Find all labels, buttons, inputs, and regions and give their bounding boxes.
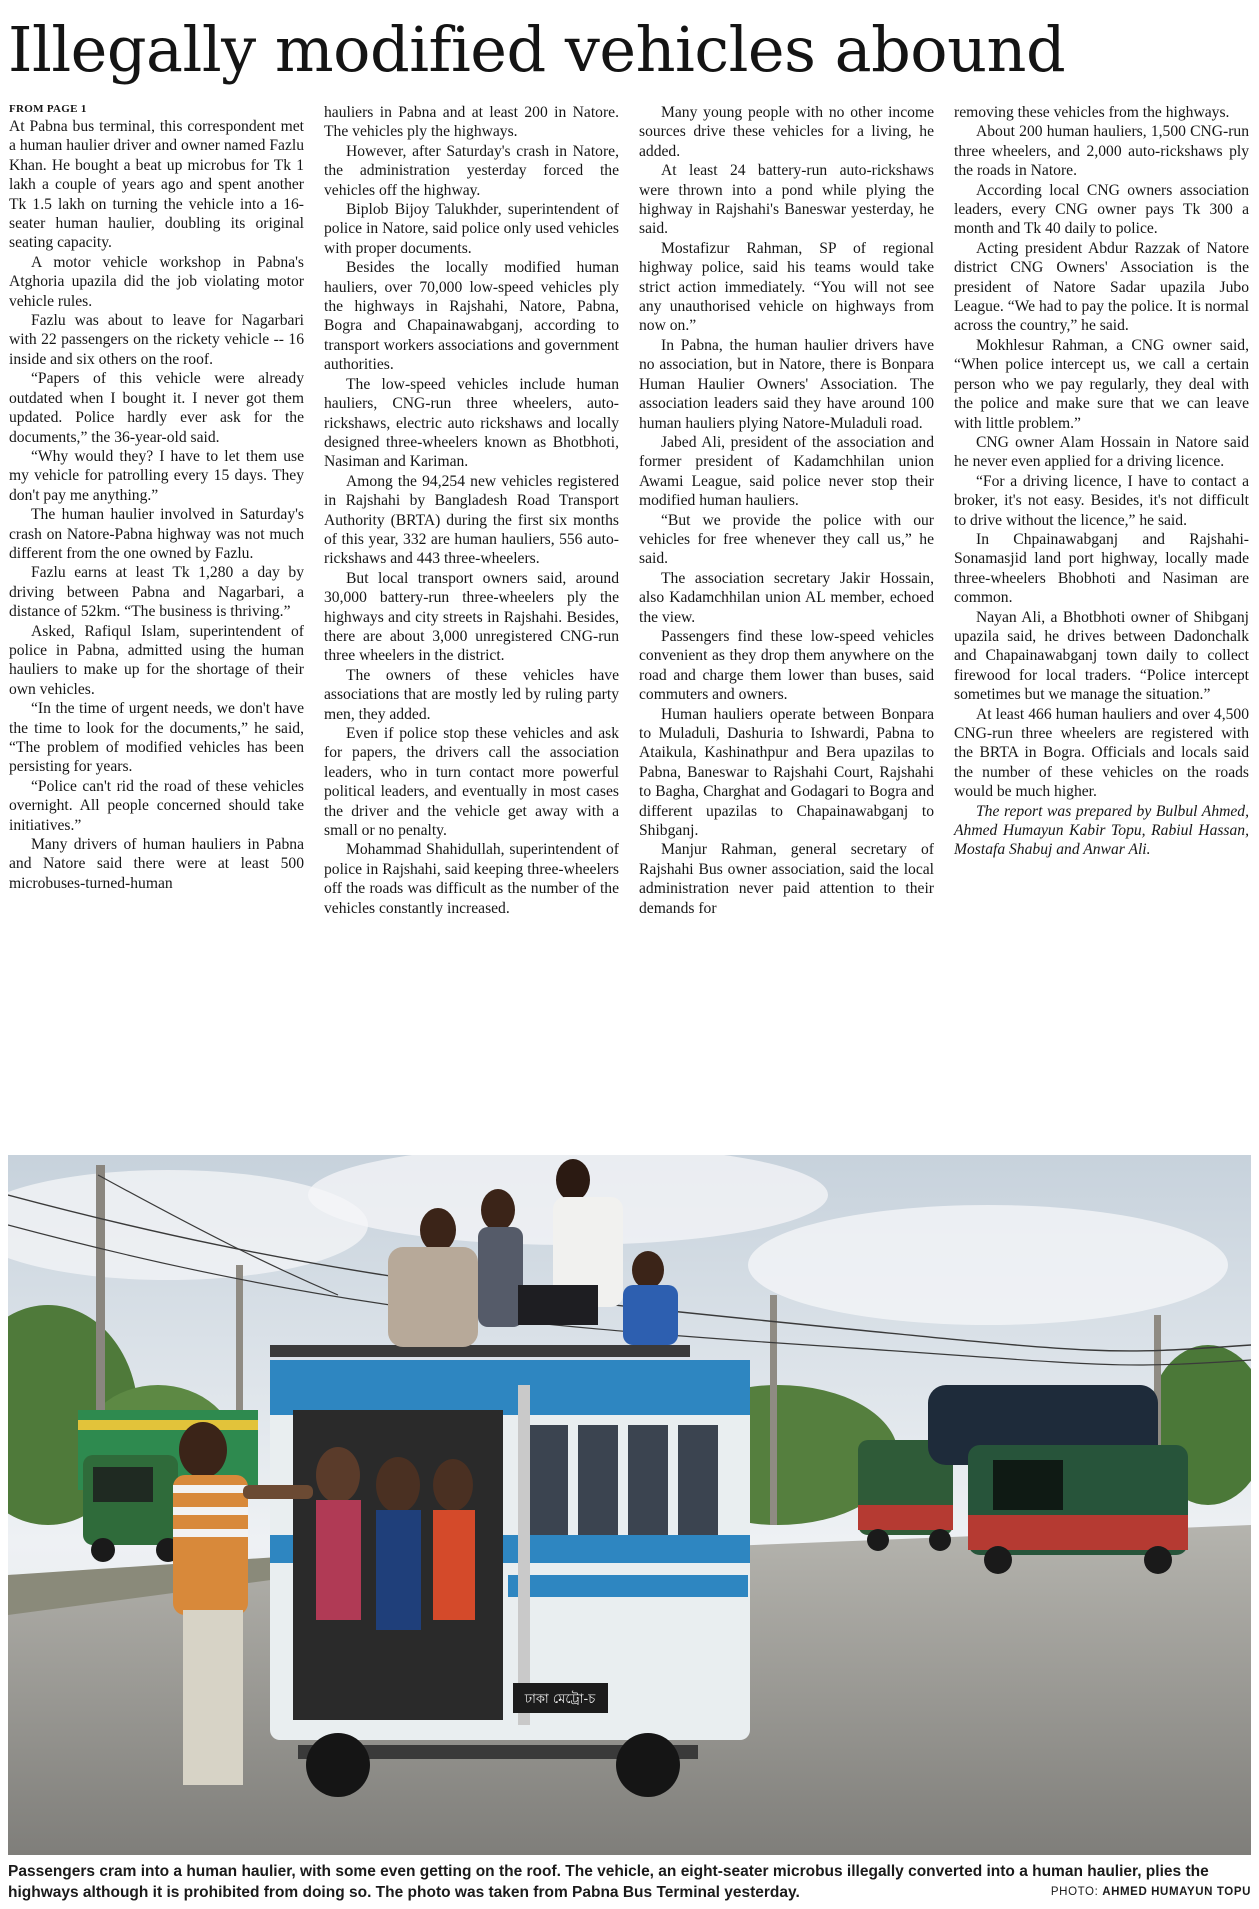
paragraph: Many young people with no other income sources drive these vehicles for a living, he added. <box>639 104 934 160</box>
bus-window <box>528 1425 568 1535</box>
paragraph: Fazlu was about to leave for Nagarbari with 22 passengers on the rickety vehicle -- 16 inside and six others on the roof. <box>9 312 304 368</box>
article-column-2 <box>324 103 619 1138</box>
paragraph: Human hauliers operate between Bonpara to Muladuli, Dashuria to Ishwardi, Pabna to Ataikula, Kashinathpur and Bera upazilas to Pabna, Baneswar to Rajshahi Court, Rajshahi to Bagha, Charghat and Godagari to Bogra and different upazilas to Chapainawabganj to Shibganj. <box>639 705 934 840</box>
bus-roof-rail <box>270 1345 690 1357</box>
paragraph: “Police can't rid the road of these vehicles overnight. All people concerned should take initiatives.” <box>9 777 304 834</box>
photo-credit <box>1051 1882 1251 1903</box>
cng-right-2 <box>968 1445 1188 1574</box>
paragraph: The human haulier involved in Saturday's crash on Natore-Pabna highway was not much different from the one owned by Fazlu. <box>9 506 304 562</box>
paragraph: Mokhlesur Rahman, a CNG owner said, “When police intercept us, we call a certain person who we pay regularly, they deal with the police and make sure that we can leave with little problem.” <box>954 336 1249 432</box>
bus-wheel <box>616 1733 680 1797</box>
paragraph: The association secretary Jakir Hossain, also Kadamchhilan union AL member, echoed the view. <box>639 569 934 626</box>
paragraph: Fazlu earns at least Tk 1,280 a day by driving between Pabna and Nagarbari, a distance of 52km. “The business is thriving.” <box>9 564 304 621</box>
utility-pole <box>770 1295 777 1525</box>
bus-window <box>628 1425 668 1535</box>
paragraph: “In the time of urgent needs, we don't have the time to look for the documents,” he said, “The problem of modified vehicles has been persisting for years. <box>9 700 304 776</box>
bus-window <box>678 1425 718 1535</box>
paragraph: Besides the locally modified human hauliers, over 70,000 low-speed vehicles ply the highways in Rajshahi, Natore, Pabna, Bogra and Chapainawabganj, according to transport workers associations and government authorities. <box>324 259 619 374</box>
photo-illustration <box>8 1155 1251 1855</box>
paragraph: At Pabna bus terminal, this correspondent met a human haulier driver and owner named Fazlu Khan. He bought a beat up microbus for Tk 1 lakh a couple of years ago and spent another Tk 1.5 lakh on turning the vehicle into a 16-seater human haulier, doubling its original seating capacity. <box>9 118 304 252</box>
passengers-inside <box>316 1447 475 1630</box>
paragraph: But local transport owners said, around 30,000 battery-run three-wheelers ply the highways and city streets in Rajshahi. Besides, there are about 3,000 unregistered CNG-run three wheelers in the district. <box>324 569 619 665</box>
cloud <box>748 1205 1228 1325</box>
paragraph: Asked, Rafiqul Islam, superintendent of police in Pabna, admitted using the human hauliers to make up for the shortage of their own vehicles. <box>9 622 304 698</box>
article-headline: Illegally modified vehicles abound <box>8 13 1066 86</box>
paragraph: At least 24 battery-run auto-rickshaws were thrown into a pond while plying the highway in Rajshahi's Baneswar yesterday, he said. <box>639 162 934 238</box>
paragraph: Among the 94,254 new vehicles registered in Rajshahi by Bangladesh Road Transport Authority (BRTA) during the first six months of this year, 332 are human hauliers, 556 auto-rickshaws and 443 three-wheelers. <box>324 472 619 568</box>
bus-window <box>578 1425 618 1535</box>
paragraph: The low-speed vehicles include human hauliers, CNG-run three wheelers, auto-rickshaws, electric auto rickshaws and locally designed three-wheelers known as Bhotbhoti, Nasiman and Kariman. <box>324 375 619 471</box>
paragraph: Manjur Rahman, general secretary of Rajshahi Bus owner association, said the local administration never paid attention to their demands for <box>639 841 934 917</box>
license-plate-text: ঢাকা মেট্রো-চ <box>524 1692 596 1707</box>
photo-caption <box>8 1861 1251 1903</box>
bus-wheel <box>306 1733 370 1797</box>
paragraph: Passengers find these low-speed vehicles convenient as they drop them anywhere on the road and charge them lower than buses, said commuters and owners. <box>639 627 934 704</box>
paragraph: In Pabna, the human haulier drivers have no association, but in Natore, there is Bonpara Human Haulier Owners' Association. The association leaders said they have around 100 human hauliers plying Natore-Muladuli road. <box>639 336 934 432</box>
paragraph: A motor vehicle workshop in Pabna's Atghoria upazila did the job violating motor vehicle rules. <box>9 253 304 310</box>
paragraph: “For a driving licence, I have to contact a broker, it's not easy. Besides, it's not difficult to drive without the licence,” he said. <box>954 472 1249 529</box>
photo-credit-label: PHOTO: <box>1050 1886 1099 1898</box>
paragraph: In Chpainawabganj and Rajshahi-Sonamasjid land port highway, locally made three-wheelers Bhobhoti and Nasiman are common. <box>954 530 1249 607</box>
paragraph: Acting president Abdur Razzak of Natore district CNG Owners' Association is the president of Natore Sadar upazila Jubo League. “We had to pay the police. It is normal across the country,” he said. <box>954 239 1249 335</box>
paragraph: About 200 human hauliers, 1,500 CNG-run three wheelers, and 2,000 auto-rickshaws ply the roads in Natore. <box>954 123 1249 180</box>
paragraph: “But we provide the police with our vehicles for free whenever they call us,” he said. <box>639 511 934 568</box>
paragraph: Biplob Bijoy Talukhder, superintendent of police in Natore, said police only used vehicles with proper documents. <box>324 201 619 257</box>
page-kicker: FROM PAGE 1 <box>9 103 87 115</box>
paragraph: CNG owner Alam Hossain in Natore said he never even applied for a driving licence. <box>954 433 1249 471</box>
paragraph: “Why would they? I have to let them use my vehicle for patrolling every 15 days. They don't pay me anything.” <box>9 447 304 504</box>
paragraph: Nayan Ali, a Bhotbhoti owner of Shibganj upazila said, he drives between Dadonchalk and Chapainawabganj town daily to collect firewood for local traders. “Police intercept sometimes but we manage the situation.” <box>954 608 1249 704</box>
caption-text: Passengers cram into a human haulier, with some even getting on the roof. The vehicle, an eight-seater microbus illegally converted into a human haulier, plies the highways although it is prohibited from doing so. The photo was taken from Pabna Bus Terminal yesterday. <box>8 1863 1209 1901</box>
article-column-1 <box>9 103 304 1138</box>
paragraph: Even if police stop these vehicles and ask for papers, the drivers call the association leaders, who in turn contact more powerful political leaders, and eventually in most cases the driver and the vehicle get away with a small or no penalty. <box>324 725 619 840</box>
article-column-3 <box>639 103 934 1138</box>
truck-stripes <box>78 1420 258 1430</box>
paragraph: However, after Saturday's crash in Natore, the administration yesterday forced the vehicles off the highway. <box>324 142 619 199</box>
paragraph: The owners of these vehicles have associations that are mostly led by ruling party men, they added. <box>324 666 619 723</box>
paragraph: Jabed Ali, president of the association and former president of Kadamchhilan union Awami League, said police never stop their modified human hauliers. <box>639 433 934 510</box>
paragraph: Mostafizur Rahman, SP of regional highway police, said his teams would take strict action immediately. “You will not see any unauthorised vehicle on highways from now on.” <box>639 239 934 335</box>
article-column-4 <box>954 103 1249 1138</box>
paragraph: removing these vehicles from the highways. <box>954 104 1230 121</box>
report-credits: The report was prepared by Bulbul Ahmed, Ahmed Humayun Kabir Topu, Rabiul Hassan, Mostafa Shabuj and Anwar Ali. <box>954 802 1249 859</box>
rear-ladder <box>518 1385 530 1725</box>
paragraph: At least 466 human hauliers and over 4,500 CNG-run three wheelers are registered with the BRTA in Bogra. Officials and locals said the number of these vehicles on the roads would be much higher. <box>954 705 1249 801</box>
paragraph: Many drivers of human hauliers in Pabna and Natore said there were at least 500 microbuses-turned-human <box>9 836 304 892</box>
news-photo <box>8 1155 1251 1855</box>
article-body <box>9 103 1249 1138</box>
photographer-name: AHMED HUMAYUN TOPU <box>1102 1886 1251 1898</box>
paragraph: “Papers of this vehicle were already outdated when I bought it. I never got them updated. Police hardly ever ask for the documents,” the 36-year-old said. <box>9 370 304 446</box>
paragraph: According local CNG owners association leaders, every CNG owner pays Tk 300 a month and Tk 40 daily to police. <box>954 181 1249 238</box>
paragraph: Mohammad Shahidullah, superintendent of police in Rajshahi, said keeping three-wheelers off the roads was difficult as the number of the vehicles constantly increased. <box>324 841 619 917</box>
paragraph: hauliers in Pabna and at least 200 in Natore. The vehicles ply the highways. <box>324 104 619 141</box>
